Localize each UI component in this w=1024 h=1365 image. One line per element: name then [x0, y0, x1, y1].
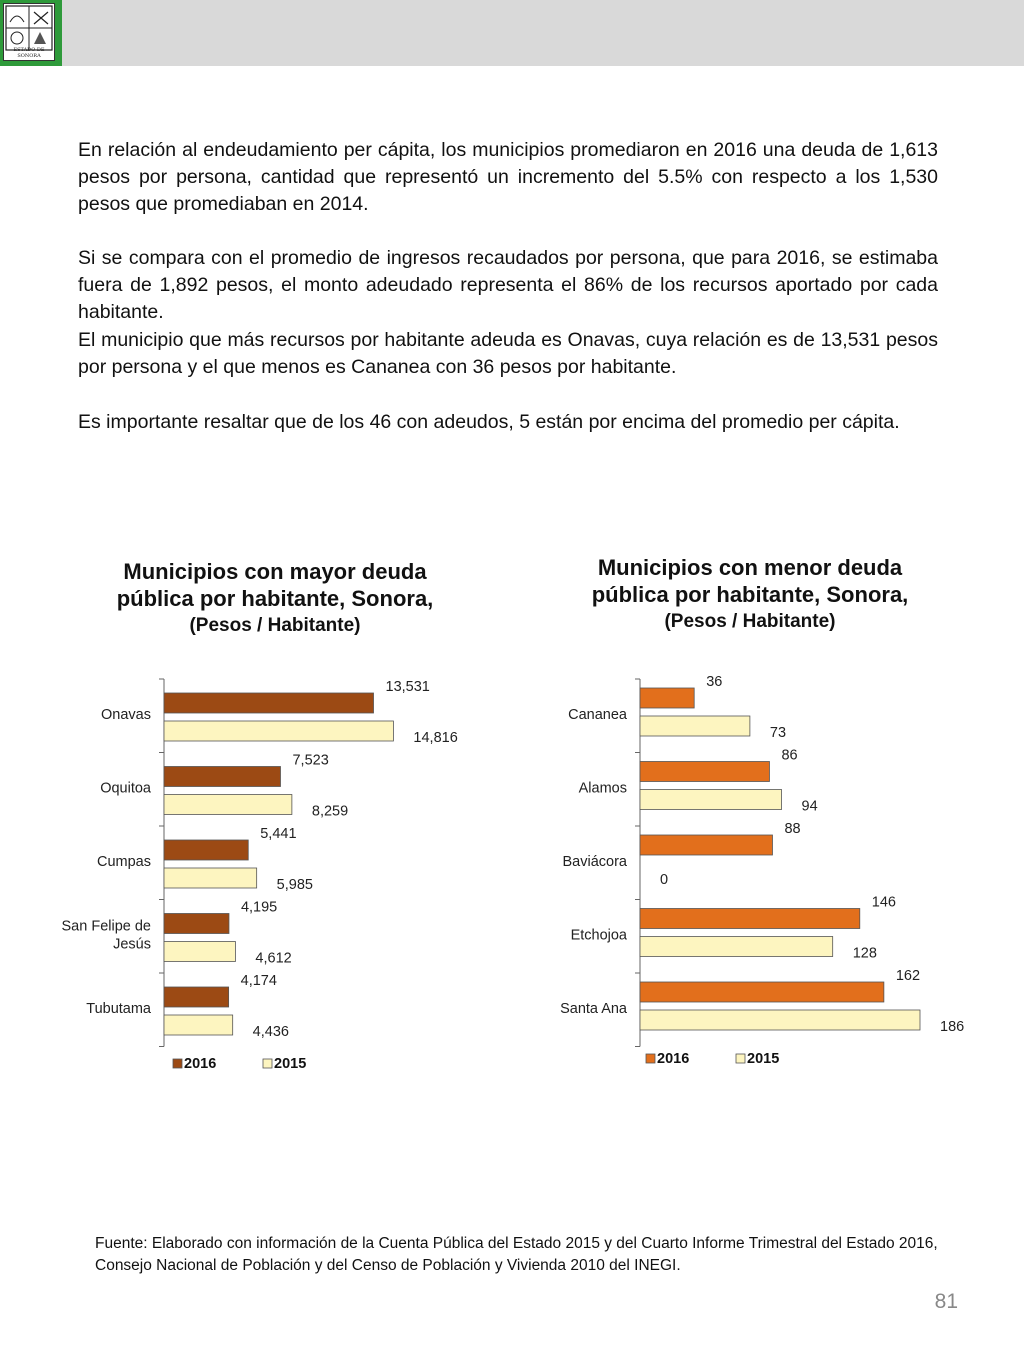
chart-1-value-label-2015: 4,612 [255, 950, 292, 967]
chart-1-legend-swatch-2016 [173, 1059, 182, 1068]
chart-2-value-label-2015: 186 [940, 1019, 965, 1035]
chart-1-title-line-1: Municipios con mayor deuda [123, 559, 427, 584]
chart-1-bar-2016 [164, 987, 229, 1007]
chart-2-value-label-2016: 162 [895, 968, 921, 984]
chart-1-value-label-2016: 7,523 [292, 752, 329, 769]
chart-1-legend-label-2015: 2015 [274, 1056, 307, 1072]
paragraph-3-text: El municipio que más recursos por habitante adeuda es Onavas, cuya relación es de 13,531 pesos por persona y el que menos es Cananea con 36 pesos por habitante. [78, 329, 938, 378]
chart-2-bar-2016 [640, 982, 884, 1002]
chart-2-legend-swatch-2016 [646, 1054, 655, 1063]
paragraph-1-text: En relación al endeudamiento per cápita, los municipios promediaron en 2016 una deuda de 1,613 pesos por persona, cantidad que representó un incremento del 5.5% con respecto a los 1,530 pesos que promediaban en 2014. [78, 139, 938, 215]
paragraph-4-text: Es importante resaltar que de los 46 con adeudos, 5 están por encima del promedio per cápita. [78, 411, 900, 433]
chart-2-title-line-1: Municipios con menor deuda [597, 555, 903, 580]
paragraph-2 [78, 245, 938, 326]
chart-1-title-line-2: pública por habitante, Sonora, [116, 586, 434, 611]
chart-2-subtitle: (Pesos / Habitante) [664, 611, 836, 632]
state-seal-logo [3, 3, 55, 61]
chart-2-value-label-2016: 88 [784, 821, 801, 837]
chart-1-category-label: Cumpas [97, 853, 151, 870]
chart-1-value-label-2015: 4,436 [252, 1024, 289, 1040]
chart-2-bar-2016 [640, 688, 694, 708]
page-number: 81 [934, 1290, 958, 1313]
chart-2-value-label-2016: 146 [871, 894, 896, 911]
chart-2-value-label-2016: 86 [781, 747, 798, 764]
chart-1-bar-2015 [164, 1015, 233, 1035]
chart-2-bar-2016 [640, 909, 860, 929]
paragraph-4 [78, 409, 938, 436]
chart-1-value-label-2016: 4,195 [240, 899, 278, 916]
chart-1-value-label-2016: 13,531 [385, 679, 430, 695]
chart-2-category-label: Cananea [568, 706, 627, 723]
header-green-block [0, 0, 62, 66]
chart-1-value-label-2016: 5,441 [260, 826, 297, 842]
chart-1-value-label-2015: 14,816 [413, 730, 458, 746]
chart-2-legend-label-2016: 2016 [657, 1051, 690, 1067]
chart-2-value-label-2016: 36 [706, 674, 723, 690]
chart-2-value-label-2015: 0 [660, 872, 669, 888]
chart-2-legend-swatch-2015 [736, 1054, 745, 1063]
chart-1-category-label: Tubutama [86, 1000, 151, 1017]
chart-2-bar-2015 [640, 716, 750, 736]
chart-2-title [565, 554, 935, 635]
chart-1-bar-2016 [164, 693, 374, 713]
paragraph-3 [78, 327, 938, 381]
chart-1-category-label: Onavas [101, 706, 151, 723]
chart-1-category-label: San Felipe de [61, 918, 151, 935]
chart-2-value-label-2015: 128 [852, 945, 877, 962]
chart-2-bar-2016 [640, 835, 772, 855]
chart-1-bar-chart [0, 670, 520, 1090]
chart-2-legend-label-2015: 2015 [747, 1051, 780, 1067]
chart-2-value-label-2015: 94 [801, 798, 818, 815]
chart-1-bar-2016 [164, 767, 280, 787]
chart-2-category-label: Santa Ana [560, 1000, 627, 1017]
chart-2-bar-2016 [640, 762, 769, 782]
chart-1-value-label-2015: 8,259 [311, 803, 349, 820]
source-note: Fuente: Elaborado con información de la Cuenta Pública del Estado 2015 y del Cuarto Informe Trimestral del Estado 2016, Consejo Nacional de Población y del Censo de Población y Vivienda 2010 del INEGI. [95, 1235, 938, 1274]
chart-2-value-label-2015: 73 [769, 725, 787, 741]
chart-1-title [90, 558, 460, 639]
chart-1-bar-2015 [164, 721, 393, 741]
chart-2-bar-2015 [640, 790, 782, 810]
chart-1-bar-2015 [164, 795, 292, 815]
paragraph-2-text: Si se compara con el promedio de ingresos recaudados por persona, que para 2016, se estimaba fuera de 1,892 pesos, el monto adeudado representa el 86% de los recursos aportado por cada habitante. [78, 247, 938, 323]
chart-1-value-label-2015: 5,985 [276, 877, 313, 893]
chart-1-legend-label-2016: 2016 [184, 1056, 217, 1072]
chart-1-subtitle: (Pesos / Habitante) [189, 615, 361, 636]
chart-1-bar-2016 [164, 914, 229, 934]
logo-caption: ESTADO DE SONORA [13, 47, 45, 59]
header-bar [0, 0, 1024, 66]
chart-1-category-label: Oquitoa [100, 780, 151, 797]
chart-1-category-label: Jesús [113, 936, 151, 953]
state-seal-icon [4, 4, 54, 52]
chart-2-title-line-2: pública por habitante, Sonora, [591, 582, 909, 607]
chart-2-category-label: Baviácora [562, 853, 627, 870]
chart-2-category-label: Etchojoa [570, 927, 627, 944]
chart-2-bar-2015 [640, 937, 833, 957]
chart-2-category-label: Alamos [578, 780, 627, 797]
chart-1-legend-swatch-2015 [263, 1059, 272, 1068]
chart-2-bar-chart [500, 670, 1000, 1090]
chart-2-bar-2015 [640, 1010, 920, 1030]
paragraph-1 [78, 137, 938, 218]
chart-1-bar-2016 [164, 840, 248, 860]
chart-1-value-label-2016: 4,174 [240, 973, 277, 989]
chart-1-bar-2015 [164, 868, 257, 888]
chart-1-bar-2015 [164, 942, 235, 962]
